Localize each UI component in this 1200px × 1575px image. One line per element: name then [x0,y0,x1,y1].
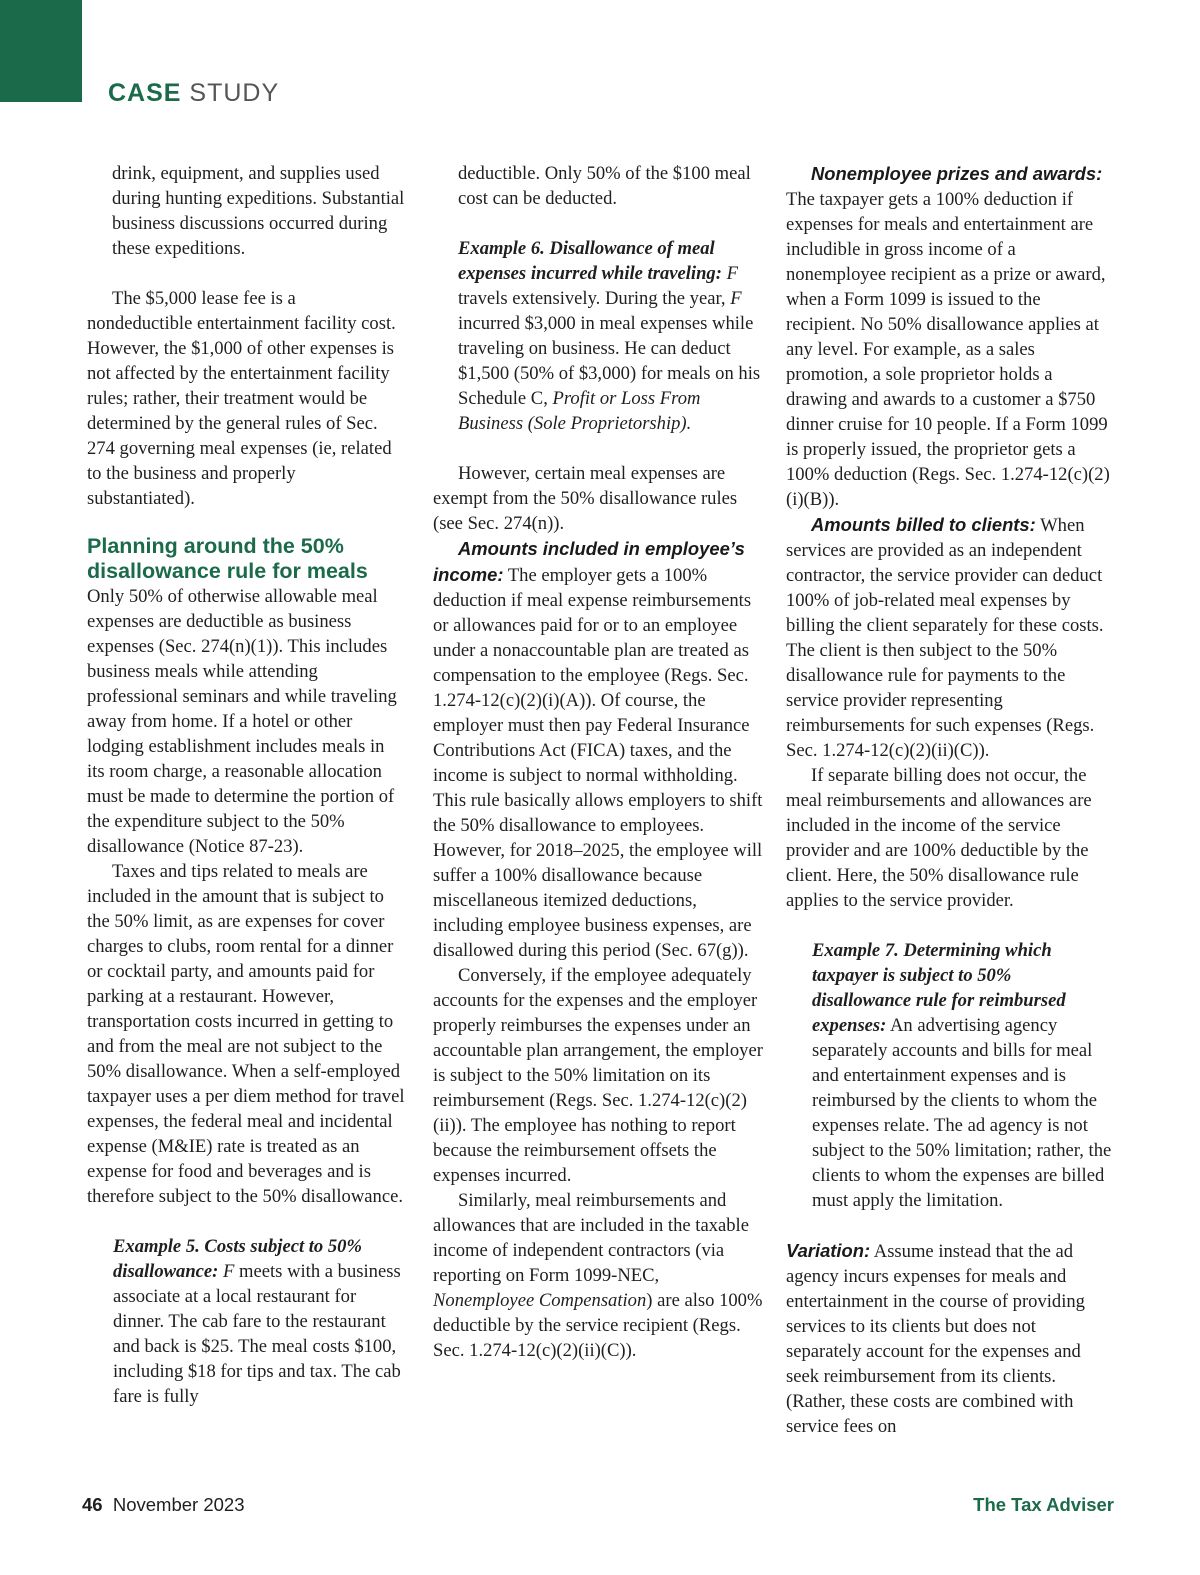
lead-in-variation: Variation: [786,1240,871,1261]
example-6: Example 6. Disallowance of meal expenses incurred while traveling: F travels extensively. During the year, F incurred $3,000 in meal expenses while traveling on business. He can deduct $1,500 (50% of $3,000) for meals on his Schedule C, Profit or Loss From Business (Sole Proprietorship). [458,238,761,434]
issue-date: November 2023 [112,1494,245,1515]
paragraph-only-50-percent: Only 50% of otherwise allowable meal expenses are deductible as business expenses (Sec. 274(n)(1)). This includes business meals while attending professional seminars and while traveling away from home. If a hotel or other lodging establishment includes meals in its room charge, a reasonable allocation must be made to determine the portion of the expenditure subject to the 50% disallowance (Notice 87-23). [87,586,397,857]
paragraph-prizes-awards: Nonemployee prizes and awards: The taxpayer gets a 100% deduction if expenses for meals and entertainment are includible in gross income of a nonemployee recipient as a prize or award, when a Form 1099 is issued to the recipient. No 50% disallowance applies at any level. For example, as a sales promotion, a sole proprietor holds a drawing and awards to a customer a $750 dinner cruise for 10 people. If a Form 1099 is properly issued, the proprietor gets a 100% deduction (Regs. Sec. 1.274-12(c)(2)(i)(B)). [786,163,1110,510]
example-7-title: Example 7. Determining which taxpayer is subject to 50% disallowance rule for reimbursed expenses: [812,940,1066,1036]
example-5: Example 5. Costs subject to 50% disallowance: F meets with a business associate at a local restaurant for dinner. The cab fare to the restaurant and back is $25. The meal costs $100, including $18 for tips and tax. The cab fare is fully [113,1236,401,1407]
section-label-case: CASE [108,79,182,107]
section-label-study: STUDY [189,79,280,107]
example-5-title: Example 5. Costs subject to 50% disallowance: [113,1236,362,1282]
paragraph-separate-billing: If separate billing does not occur, the meal reimbursements and allowances are included in the income of the service provider and are 100% deductible by the client. Here, the 50% disallowance rule applies to the service provider. [786,765,1092,911]
paragraph-similarly: Similarly, meal reimbursements and allowances that are included in the taxable income of independent contractors (via reporting on Form 1099-NEC, Nonemployee Compensation) are also 100% deductible by the service recipient (Regs. Sec. 1.274-12(c)(2)(ii)(C)). [433,1190,763,1361]
paragraph-conversely: Conversely, if the employee adequately accounts for the expenses and the employer properly reimburses the expenses under an accountable plan arrangement, the employer is subject to the 50% limitation on its reimbursement (Regs. Sec. 1.274-12(c)(2)(ii)). The employee has nothing to report because the reimbursement offsets the expenses incurred. [433,965,763,1186]
paragraph-variation: Variation: Assume instead that the ad agency incurs expenses for meals and entertainment in the course of providing services to its clients but does not separately account for the expenses and seek reimbursement from its clients. (Rather, these costs are combined with service fees on [786,1240,1085,1437]
example-6-form-name: Profit or Loss From Business (Sole Proprietorship). [458,388,701,434]
lead-in-prizes-awards: Nonemployee prizes and awards: [811,163,1103,184]
lead-in-billed-to-clients: Amounts billed to clients: [811,514,1036,535]
example-7-body: An advertising agency separately accounts and bills for meal and entertainment expenses and is reimbursed by the clients to whom the expenses relate. The ad agency is not subject to the 50% limitation; rather, the clients to whom the expenses are billed must apply the limitation. [812,1015,1112,1211]
paragraph-billed-to-clients: Amounts billed to clients: When services are provided as an independent contractor, the service provider can deduct 100% of job-related meal expenses by billing the client separately for these costs. The client is then subject to the 50% disallowance rule for payments to the service provider representing reimbursements for such expenses (Regs. Sec. 1.274-12(c)(2)(ii)(C)). [786,514,1104,761]
example-4-continuation: drink, equipment, and supplies used during hunting expeditions. Substantial business discussions occurred during these expeditions. [112,163,405,259]
footer-page-info [82,1493,245,1517]
paragraph-however: However, certain meal expenses are exempt from the 50% disallowance rules (see Sec. 274(n)). [433,463,738,534]
header-accent-bar [0,0,82,102]
page-number: 46 [82,1494,103,1515]
section-label [108,78,279,108]
paragraph-taxes-and-tips: Taxes and tips related to meals are included in the amount that is subject to the 50% limit, as are expenses for cover charges to clubs, room rental for a dinner or cocktail party, and amounts paid for parking at a restaurant. However, transportation costs incurred in getting to and from the meal are not subject to the 50% disallowance. When a self-employed taxpayer uses a per diem method for travel expenses, the federal meal and incidental expense (M&IE) rate is treated as an expense for food and beverages and is therefore subject to the 50% disallowance. [87,861,405,1207]
example-7 [812,938,1114,1213]
example-5-body: meets with a business associate at a local restaurant for dinner. The cab fare to the restaurant and back is $25. The meal costs $100, including $18 for tips and tax. The cab fare is fully [113,1261,401,1407]
section-heading: Planning around the 50% disallowance rule for meals [87,534,368,583]
example-5-continuation: deductible. Only 50% of the $100 meal cost can be deducted. [458,163,751,209]
column-middle [433,161,763,1363]
column-right [786,161,1114,1439]
form-1099-nec-name: Nonemployee Compensation [433,1290,647,1311]
paragraph-employee-income: Amounts included in employee’s income: The employer gets a 100% deduction if meal expense reimbursements or allowances paid for or to an employee under a nonaccountable plan are treated as compensation to the employee (Regs. Sec. 1.274-12(c)(2)(i)(A)). Of course, the employer must then pay Federal Insurance Contributions Act (FICA) taxes, and the income is subject to normal withholding. This rule basically allows employers to shift the 50% disallowance to employees. However, for 2018–2025, the employee will suffer a 100% disallowance because miscellaneous itemized deductions, including employee business expenses, are disallowed during this period (Sec. 67(g)). [433,538,763,961]
publication-name: The Tax Adviser [973,1494,1114,1515]
lead-in-employee-income: Amounts included in employee’s income: [433,538,745,585]
paragraph-lease-fee: The $5,000 lease fee is a nondeductible entertainment facility cost. However, the $1,000 of other expenses is not affected by the entertainment facility rules; rather, their treatment would be determined by the general rules of Sec. 274 governing meal expenses (ie, related to the business and properly substantiated). [87,288,396,509]
column-left [87,161,405,1409]
example-6-title: Example 6. Disallowance of meal expenses incurred while traveling: [458,238,722,284]
